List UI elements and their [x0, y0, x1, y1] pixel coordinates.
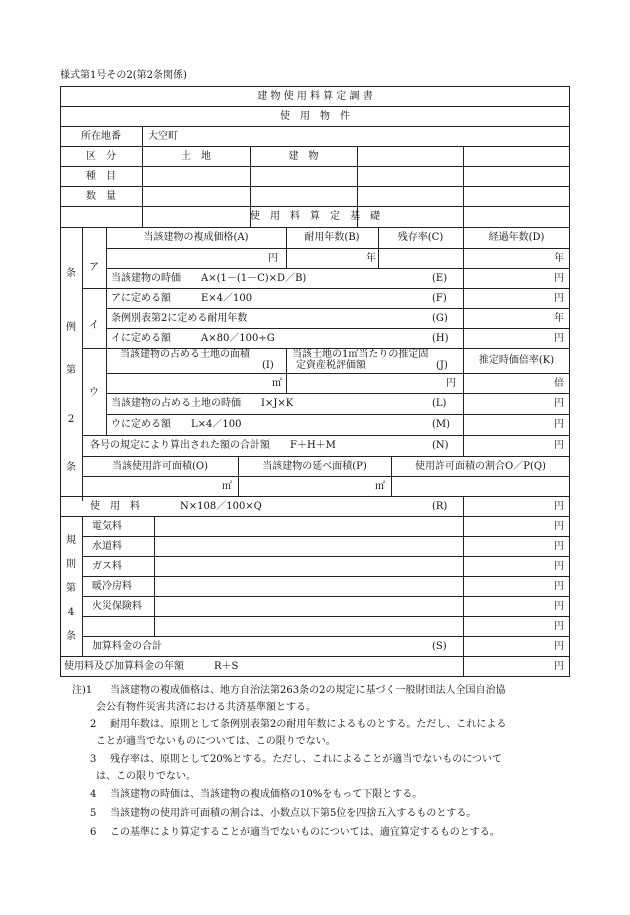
item-heating-cooling: 暖冷房料 — [92, 581, 132, 592]
header-assessed-value-b: 定資産税評価額 — [296, 360, 366, 371]
unit-yen-electricity: 円 — [554, 521, 564, 532]
row-m-text: ウに定める額 L×4／100 — [111, 419, 242, 430]
unit-m2-p: ㎡ — [375, 481, 385, 492]
sub-label-a: ア — [89, 262, 99, 273]
unit-bai-k: 倍 — [554, 378, 564, 389]
kisoku-char-2: 則 — [66, 559, 76, 570]
row-total-text: 使用料及び加算料金の年額 R＋S — [64, 661, 239, 672]
note-2-line2: ことが適当でないものについては、この限りでない。 — [96, 736, 336, 747]
note-1-line1: 当該建物の複成価格は、地方自治法第263条の2の規定に基づく一般財団法人全国自治協 — [110, 685, 506, 696]
unit-yen-total: 円 — [554, 661, 564, 672]
jorei-char-1: 条 — [66, 268, 76, 279]
note-3-num: 3 — [90, 754, 97, 765]
note-6-num: 6 — [90, 827, 97, 838]
row-h-text: イに定める額 A×80／100÷G — [111, 333, 275, 344]
row-f-code: (F) — [432, 293, 447, 304]
kisoku-char-5: 条 — [66, 631, 76, 642]
row-n-code: (N) — [432, 440, 449, 451]
form-id: 様式第1号その2(第2条関係) — [60, 70, 187, 81]
header-elapsed-years: 経過年数(D) — [488, 232, 545, 243]
form-title: 建 物 使 用 料 算 定 調 書 — [257, 91, 373, 102]
row-l-text: 当該建物の占める土地の時価 I×J×K — [111, 398, 294, 409]
header-residual-rate: 残存率(C) — [397, 232, 444, 243]
unit-yen-heating: 円 — [554, 581, 564, 592]
header-land-area-code: (I) — [262, 360, 274, 371]
note-5-line1: 当該建物の使用許可面積の割合は、小数点以下第5位を四捨五入するものとする。 — [110, 808, 477, 819]
location-value: 大空町 — [148, 131, 178, 142]
note-4-line1: 当該建物の時価は、当該建物の複成価格の10%をもって下限とする。 — [110, 789, 423, 800]
jorei-char-4: 2 — [67, 414, 75, 425]
jorei-char-5: 条 — [66, 462, 76, 473]
unit-yen-l: 円 — [554, 398, 564, 409]
header-area-ratio: 使用許可面積の割合O／P(Q) — [415, 461, 546, 472]
section-property-heading: 使 用 物 件 — [280, 111, 350, 122]
class-building: 建 物 — [288, 151, 319, 162]
row-g-text: 条例別表第2に定める耐用年数 — [111, 313, 248, 324]
row-g-code: (G) — [432, 313, 448, 324]
header-assessed-value-code: (J) — [436, 360, 448, 371]
item-electricity: 電気料 — [92, 521, 122, 532]
kisoku-char-4: 4 — [67, 607, 75, 618]
row-r-code: (R) — [432, 501, 448, 512]
sub-label-i: イ — [89, 320, 99, 331]
unit-yen-blank: 円 — [554, 621, 564, 632]
header-permitted-area: 当該使用許可面積(O) — [111, 461, 208, 472]
unit-yen-m: 円 — [554, 419, 564, 430]
jorei-char-2: 例 — [66, 322, 76, 333]
unit-yen-j: 円 — [446, 378, 456, 389]
sub-label-u: ウ — [89, 387, 99, 398]
unit-yen-r: 円 — [554, 501, 564, 512]
quantity-label: 数 量 — [86, 191, 116, 202]
location-label: 所在地番 — [81, 131, 121, 142]
unit-m2-i: ㎡ — [272, 378, 282, 389]
row-h-code: (H) — [432, 333, 449, 344]
unit-yen-s: 円 — [554, 641, 564, 652]
class-label: 区 分 — [86, 151, 116, 162]
row-m-code: (M) — [432, 419, 451, 430]
note-3-line1: 残存率は、原則として20%とする。ただし、これによることが適当でないものについて — [110, 754, 503, 765]
note-2-line1: 耐用年数は、原則として条例別表第2の耐用年数によるものとする。ただし、これによる — [110, 719, 507, 730]
unit-yen-insurance: 円 — [554, 601, 564, 612]
row-s-text: 加算料金の合計 — [92, 641, 162, 652]
item-water: 水道料 — [92, 541, 122, 552]
section-basis-heading: 使 用 料 算 定 基 礎 — [250, 211, 380, 222]
header-total-floor-area: 当該建物の延べ面積(P) — [262, 461, 367, 472]
note-3-line2: は、この限りでない。 — [96, 771, 196, 782]
type-label: 種 目 — [86, 171, 116, 182]
header-land-area: 当該建物の占める土地の面積 — [120, 349, 250, 360]
unit-year-g: 年 — [554, 313, 564, 324]
row-s-code: (S) — [432, 641, 447, 652]
header-replacement-cost: 当該建物の複成価格(A) — [143, 232, 249, 243]
row-r-formula: N×108／100×Q — [180, 501, 262, 512]
unit-yen-e: 円 — [554, 273, 564, 284]
unit-yen-n: 円 — [554, 440, 564, 451]
note-2-num: 2 — [90, 719, 97, 730]
row-n-text: 各号の規定により算出された額の合計額 F＋H＋M — [90, 440, 336, 451]
class-land: 土 地 — [181, 151, 211, 162]
item-fire-insurance: 火災保険料 — [92, 601, 142, 612]
row-e-text: 当該建物の時価 A×(1－(1－C)×D／B) — [111, 273, 307, 284]
header-price-multiplier: 推定時価倍率(K) — [478, 355, 555, 366]
unit-yen-water: 円 — [554, 541, 564, 552]
kisoku-char-1: 規 — [66, 535, 76, 546]
unit-year-b: 年 — [366, 253, 376, 264]
item-gas: ガス料 — [92, 561, 122, 572]
unit-yen-gas: 円 — [554, 561, 564, 572]
note-1-num: 注)1 — [72, 685, 93, 696]
unit-m2-o: ㎡ — [222, 481, 232, 492]
unit-yen-a: 円 — [268, 253, 278, 264]
note-6-line1: この基準により算定することが適当でないものについては、適宜算定するものとする。 — [110, 827, 500, 838]
row-e-code: (E) — [432, 273, 448, 284]
note-1-line2: 会公有物件災害共済における共済基準額とする。 — [96, 702, 316, 713]
unit-year-d: 年 — [554, 253, 564, 264]
kisoku-char-3: 第 — [66, 583, 76, 594]
note-5-num: 5 — [90, 808, 97, 819]
unit-yen-f: 円 — [554, 293, 564, 304]
row-f-text: アに定める額 E×4／100 — [111, 293, 253, 304]
jorei-char-3: 第 — [66, 365, 76, 376]
unit-yen-h: 円 — [554, 333, 564, 344]
header-useful-life: 耐用年数(B) — [304, 232, 360, 243]
row-l-code: (L) — [432, 398, 447, 409]
note-4-num: 4 — [90, 789, 97, 800]
row-r-label: 使 用 料 — [90, 501, 140, 512]
header-assessed-value-a: 当該土地の1㎡当たりの推定固 — [292, 349, 429, 360]
